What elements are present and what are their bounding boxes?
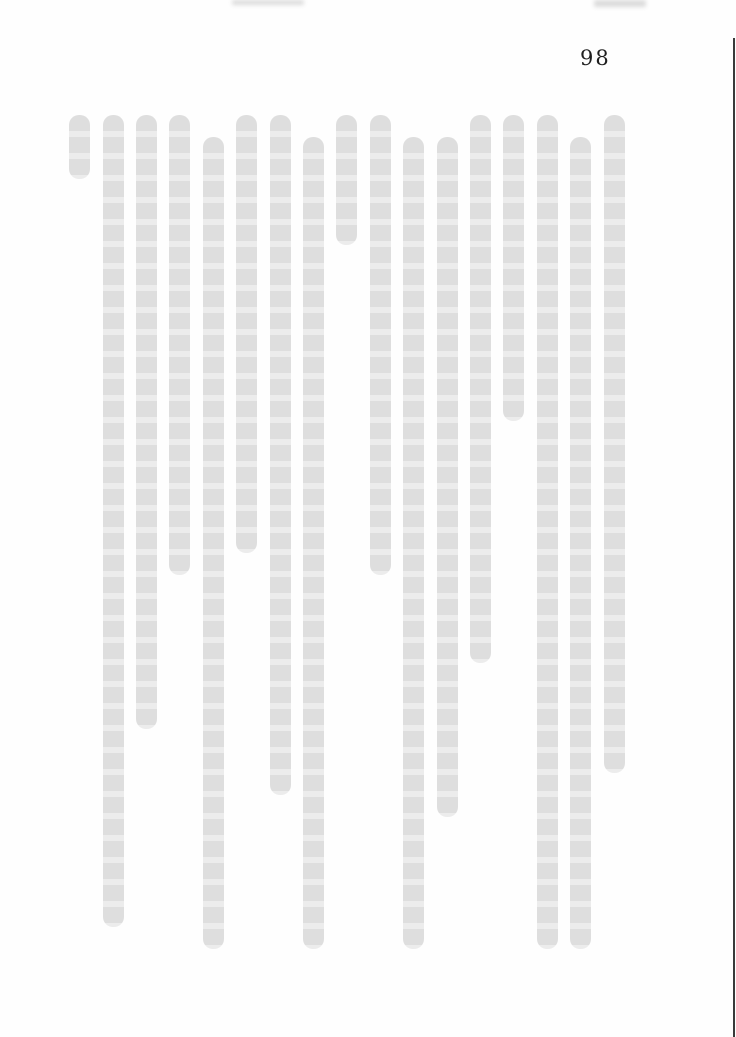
redacted-text-column [437,137,458,817]
redacted-text-column [136,115,157,729]
redacted-text-column [236,115,257,553]
redacted-text-column [303,137,324,949]
redacted-text-column [203,137,224,949]
redacted-text-column [270,115,291,795]
redacted-text-column [503,115,524,421]
redacted-text-column [370,115,391,575]
redacted-text-column [403,137,424,949]
page-number: 98 [580,46,611,70]
redacted-text-column [103,115,124,927]
redacted-text-column [69,115,90,179]
redacted-text-column [537,115,558,949]
scan-edge-artifact [733,38,735,1037]
redacted-text-column [470,115,491,663]
redacted-text-column [570,137,591,949]
redacted-text-column [169,115,190,575]
redacted-text-column [604,115,625,773]
redacted-text-column [336,115,357,245]
